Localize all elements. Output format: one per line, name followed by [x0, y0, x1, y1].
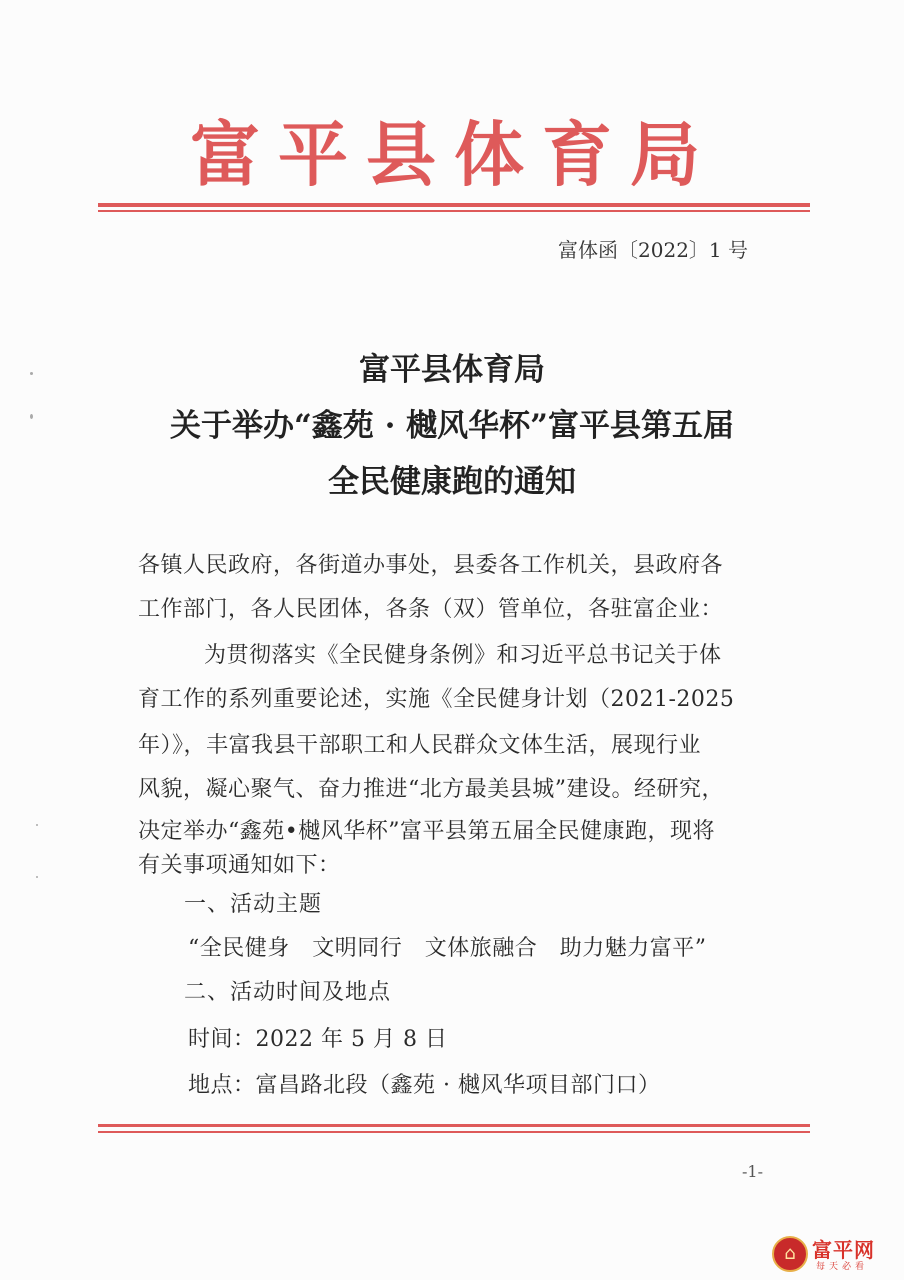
scan-speck — [30, 414, 33, 419]
watermark-tagline: 每天必看 — [816, 1262, 869, 1272]
section-1-heading: 一、活动主题 — [184, 892, 323, 917]
scan-speck — [36, 876, 38, 878]
footer-rule-thin — [98, 1131, 810, 1133]
body-line: 年）》，丰富我县干部职工和人民群众文体生活，展现行业 — [138, 733, 702, 758]
masthead-rule-thick — [98, 203, 810, 207]
title-line-1: 富平县体育局 — [359, 352, 545, 388]
document-number: 富体函〔2022〕1 号 — [558, 238, 748, 262]
body-line: 有关事项通知如下： — [138, 853, 341, 878]
scan-speck — [36, 824, 38, 826]
watermark-site-name: 富平网 — [812, 1238, 875, 1262]
body-line: 各镇人民政府，各街道办事处，县委各工作机关，县政府各 — [138, 553, 724, 578]
body-line: 决定举办“鑫苑•樾风华杯”富平县第五届全民健康跑，现将 — [138, 819, 715, 844]
body-line: 风貌，凝心聚气、奋力推进“北方最美县城”建设。经研究， — [138, 777, 724, 802]
footer-rule-thick — [98, 1124, 810, 1127]
title-line-2: 关于举办“鑫苑 · 樾风华杯”富平县第五届 — [169, 408, 735, 444]
masthead-rule-thin — [98, 210, 810, 212]
section-2-heading: 二、活动时间及地点 — [184, 980, 392, 1005]
site-watermark — [772, 1234, 898, 1276]
scan-speck — [30, 372, 33, 375]
title-line-3: 全民健康跑的通知 — [328, 464, 576, 500]
body-line: 育工作的系列重要论述，实施《全民健身计划（2021-2025 — [138, 687, 735, 712]
page-number: -1- — [742, 1162, 763, 1181]
event-place: 地点：富昌路北段（鑫苑 · 樾风华项目部门口） — [188, 1073, 661, 1098]
body-line: 为贯彻落实《全民健身条例》和习近平总书记关于体 — [204, 643, 722, 668]
masthead-title: 富平县体育局 — [190, 113, 718, 196]
body-line: 工作部门，各人民团体，各条（双）管单位，各驻富企业： — [138, 597, 724, 622]
watermark-logo-icon: ⌂ — [772, 1236, 808, 1272]
event-time: 时间：2022 年 5 月 8 日 — [188, 1027, 448, 1052]
activity-theme: “全民健身 文明同行 文体旅融合 助力魅力富平” — [188, 936, 707, 961]
